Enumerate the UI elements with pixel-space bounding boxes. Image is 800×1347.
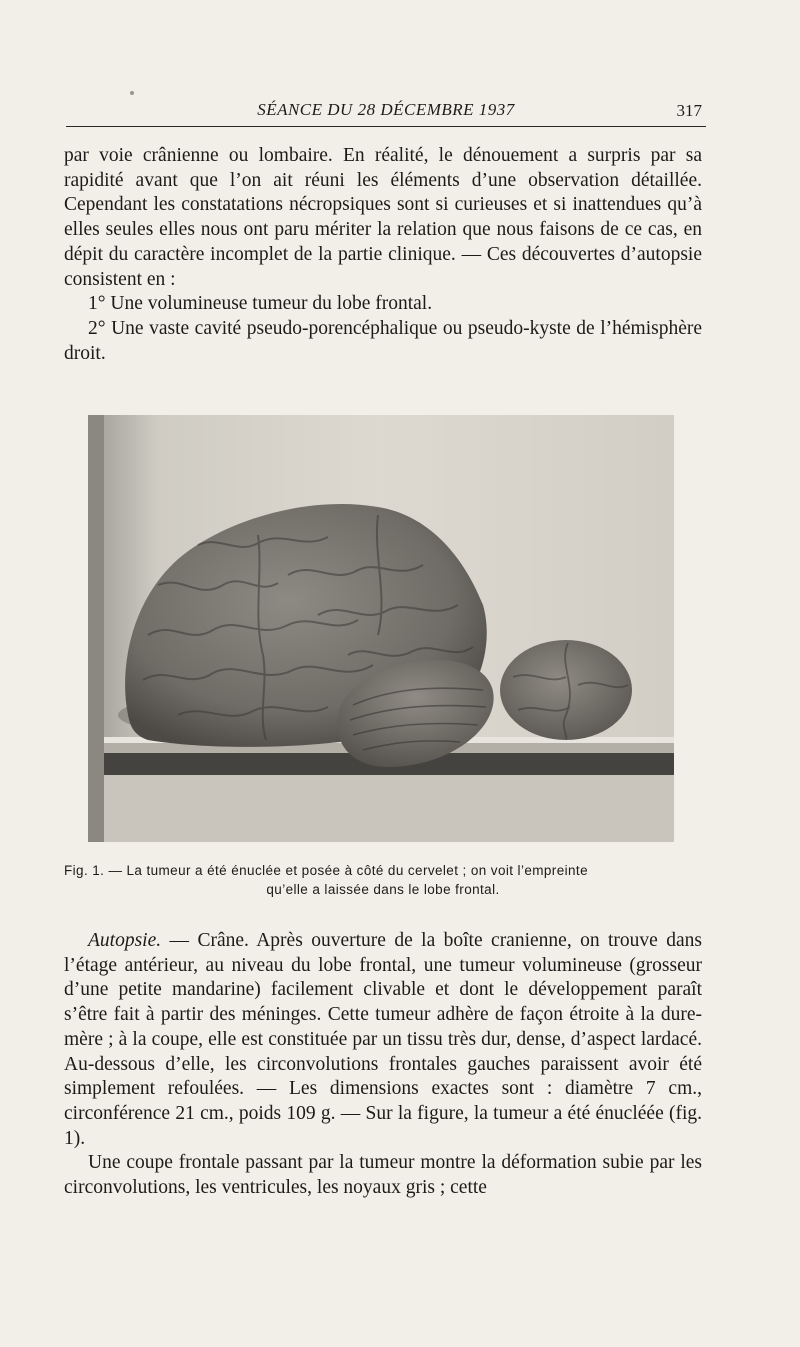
caption-line-2: qu’elle a laissée dans le lobe frontal. (266, 882, 500, 897)
header-rule (66, 126, 706, 127)
page-number: 317 (676, 101, 702, 120)
finding-item-2: 2° Une vaste cavité pseudo-porencéphalique ou pseudo-kyste de l’hémisphère droit. (64, 317, 702, 364)
paragraph-intro: par voie crânienne ou lombaire. En réalité, le dénouement a surpris par sa rapidité avant que l’on ait réuni les éléments d’une observation détaillée. Cependant les constatations nécropsiques sont si curieuses et si inattendues qu’à elles seules elles nous ont paru mériter la relation que nous faisons de ce cas, en dépit du caractère incomplet de la partie clinique. — Ces découvertes d’autopsie consistent en : (64, 145, 702, 290)
running-title: SÉANCE DU 28 DÉCEMBRE 1937 (257, 100, 515, 119)
figure-caption (64, 861, 702, 899)
autopsy-paragraph (64, 929, 702, 1151)
print-speck (130, 91, 134, 95)
continuation-paragraph: Une coupe frontale passant par la tumeur montre la déformation subie par les circonvolutions, les ventricules, les noyaux gris ; cette (64, 1152, 702, 1199)
autopsy-text: — Crâne. Après ouverture de la boîte cranienne, on trouve dans l’étage antérieur, au niveau du lobe frontal, une tumeur volumineuse (grosseur d’une petite mandarine) facilement clivable et dont le développement paraît s’être fait à partir des méninges. Cette tumeur adhère de façon étroite à la dure-mère ; à la coupe, elle est constituée par un tissu très dur, dense, d’aspect lardacé. Au-dessous d’elle, les circonvolutions frontales gauches paraissent avoir été simplement refoulées. — Les dimensions exactes sont : diamètre 7 cm., circonférence 21 cm., poids 109 g. — Sur la figure, la tumeur a été énucléée (fig. 1). (64, 930, 702, 1149)
autopsy-section (64, 929, 702, 1201)
brain-photograph (88, 415, 674, 842)
running-head (66, 98, 706, 124)
top-paragraphs (64, 144, 702, 366)
finding-item-1: 1° Une volumineuse tumeur du lobe frontal. (88, 293, 433, 315)
caption-line-1: Fig. 1. — La tumeur a été énuclée et posée à côté du cervelet ; on voit l’empreinte (64, 863, 588, 878)
autopsy-heading: Autopsie. (88, 930, 162, 951)
